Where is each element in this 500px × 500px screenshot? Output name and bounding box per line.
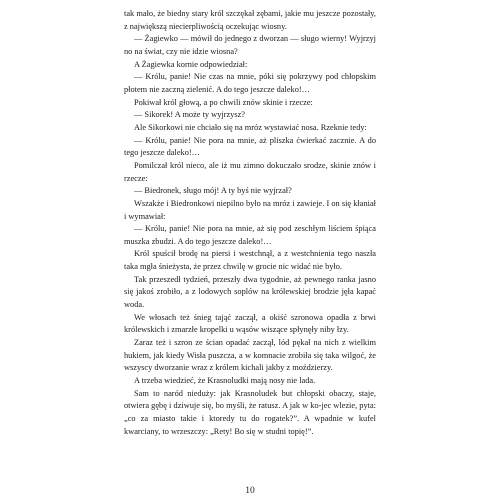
paragraph: Zaraz też i szron ze ścian opadać zaczął, lód pękał na nich z wielkim hukiem, jak kiedy Wisła puszcza, a w komnacie zrobiła się taka wilgoć, że wszyscy dworzanie wraz z królem kichali jakby z moździerzy. <box>124 338 376 373</box>
paragraph: Tak przeszedł tydzień, przeszły dwa tygodnie, aż pewnego ranka jasno się jakoś zrobiło, a z lodowych soplów na królewskiej brodzie jęła kapać woda. <box>124 274 376 310</box>
paragraph: Pomilczał król nieco, ale iż mu zimno dokuczało srodze, skinie znów i rzecze: <box>124 160 376 183</box>
paragraph: Wszakże i Biedronkowi niepilno było na mróz i zawieje. I on się kłaniał i wymawiał: <box>124 198 376 221</box>
paragraph: — Królu, panie! Nie czas na mnie, póki się pokrzywy pod chłopskim płotem nie zaczną zielenić. A do tego jeszcze daleko!… <box>124 72 376 94</box>
paragraph: A trzeba wiedzieć, że Krasnoludki mają nosy nie lada. <box>134 376 316 386</box>
body-text <box>124 8 376 438</box>
paragraph: Król spuścił brodę na piersi i westchnął, a z westchnienia tego naszła taka mgła śnieżysta, że przez chwilę w grocie nic widać nie było. <box>124 249 376 272</box>
paragraph: — Żagiewko — mówił do jednego z dworzan — sługo wierny! Wyjrzyj no na świat, czy nie idzie wiosna? <box>124 34 376 56</box>
paragraph: We włosach też śnieg tająć zaczął, a okiść szronowa opadła z brwi królewskich i zmarzłe kropelki u wąsów wiszące spłynęły niby łzy. <box>124 312 376 335</box>
page-number: 10 <box>245 486 255 496</box>
paragraph: tak mało, że biedny stary król szczękał zębami, jakie mu jeszcze pozostały, z największą niecierpliwością oczekując wiosny. <box>124 9 376 31</box>
paragraph: — Sikorek! A może ty wyjrzysz? <box>134 110 245 120</box>
paragraph: — Królu, panie! Nie pora na mnie, aż się pod zeschłym liściem śpiąca muszka zbudzi. A do tego jeszcze daleko!… <box>124 224 376 246</box>
paragraph: Pokiwał król głową, a po chwili znów skinie i rzecze: <box>134 97 313 107</box>
paragraph: Sam to naród nieduży: jak Krasnoludek but chłopski obaczy, staje, otwiera gębę i dziwuje się, bo myśli, że ratusz. A jak w ko-jec wlezie, pyta: „co za miasto takie i ktoredy tu do rogatek?”. A wpadnie w kufel kwarciany, to wrzeszczy: „Rety! Bo się w studni topię!”. <box>124 388 376 436</box>
paragraph: — Biedronek, sługo mój! A ty byś nie wyjrzał? <box>134 186 292 196</box>
paragraph: A Żagiewka kornie odpowiedział: <box>134 59 248 69</box>
paragraph: Ale Sikorkowi nie chciało się na mróz wystawiać nosa. Rzeknie tedy: <box>134 122 367 132</box>
paragraph: — Królu, panie! Nie pora na mnie, aż pliszka ćwierkać zacznie. A do tego jeszcze daleko!… <box>124 135 376 158</box>
